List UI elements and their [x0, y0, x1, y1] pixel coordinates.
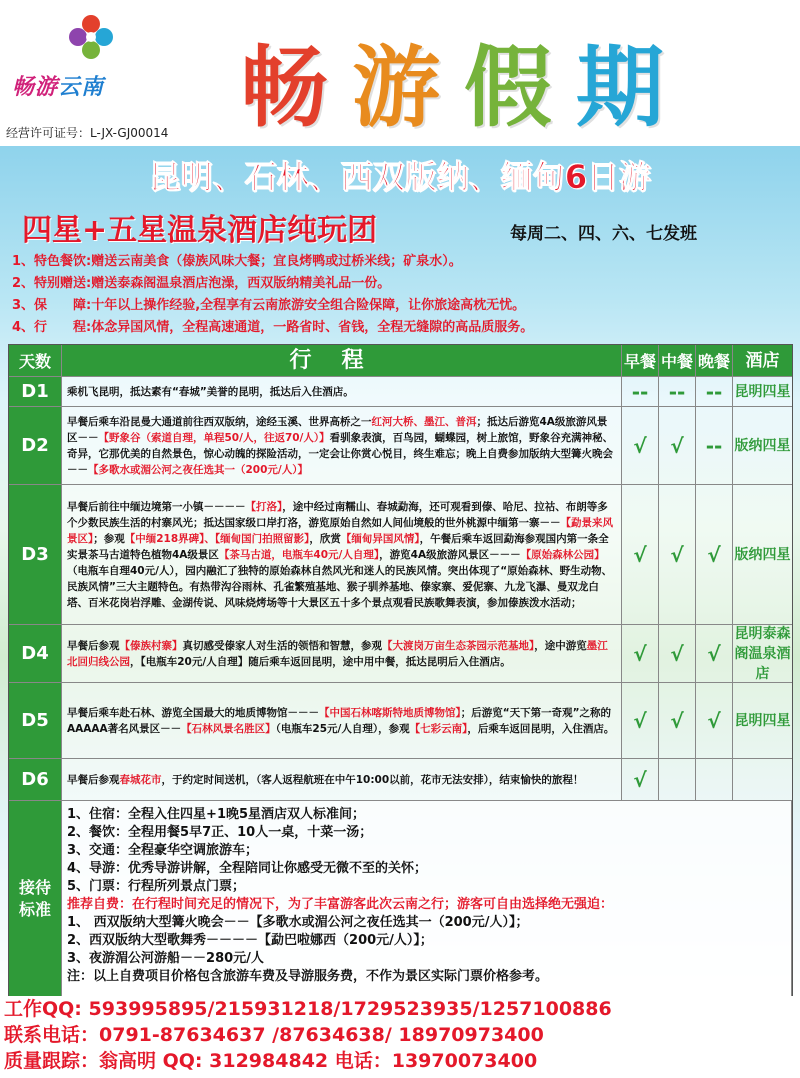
lunch-mark: [659, 759, 696, 800]
itinerary-row: [9, 759, 792, 801]
highlight-text: 【七彩云南】: [409, 722, 468, 735]
service-standard-item: 4、导游：优秀导游讲解，全程陪同让你感受无微不至的关怀；: [67, 861, 428, 876]
service-standard-item: 1、 西双版纳大型篝火晚会－－【多歌水或湄公河之夜任选其一（200元/人）】；: [67, 915, 529, 930]
day-label: D2: [9, 407, 62, 484]
highlight-text: 【多歌水或湄公河之夜任选其一（200元/人）】: [88, 463, 309, 476]
service-standard-item: 注：以上自费项目价格包含旅游车费及导游服务费，不作为景区实际门票价格参考。: [67, 969, 549, 984]
day-label: D1: [9, 377, 62, 406]
quality-label: 质量跟踪：: [4, 1050, 100, 1072]
description-text: [67, 772, 583, 788]
contact-phone: [4, 1022, 800, 1048]
brand-suffix: 云南: [58, 75, 105, 100]
phone-value: 0791-87634637 /87634638/ 18970973400: [99, 1024, 544, 1046]
description-segment: ，途中经过南糯山、春城勐海，还可观看到傣、哈尼、拉祜、布朗等多个少数民族生活的村寨风光；抵达国家级口岸打洛，游览原始自然如人间仙境般的世外桃源中缅第一寨－－: [67, 500, 608, 529]
itinerary-description: [62, 407, 622, 484]
description-segment: 真切感受傣家人对生活的领悟和智慧，参观: [182, 639, 382, 652]
highlight-text: 【野象谷（索道自理，单程50/人，往返70/人）】: [98, 431, 330, 444]
description-text: [67, 384, 354, 400]
day-label: D4: [9, 625, 62, 682]
lunch-mark: √: [659, 407, 696, 484]
service-standard-item: 2、餐饮：全程用餐5早7正、10人一桌，十菜一汤；: [67, 825, 373, 840]
service-standards-row: [9, 801, 792, 997]
description-segment: ，【电瓶车20元/人自理】随后乘车返回昆明，途中用中餐，抵达昆明后入住酒店。: [130, 655, 511, 668]
contact-footer: [0, 996, 800, 1078]
itinerary-row: [9, 683, 792, 759]
license-number: 经营许可证号：L-JX-GJ00014: [6, 126, 169, 140]
hotel-name: [733, 759, 792, 800]
brand-prefix: 畅游: [12, 75, 59, 100]
service-standard-item: 3、交通：全程豪华空调旅游车；: [67, 843, 259, 858]
title-char-2: 游: [352, 35, 443, 139]
description-segment: ；参观: [93, 532, 125, 545]
breakfast-mark: √: [622, 759, 659, 800]
service-standard-item: 推荐自费：在行程时间充足的情况下，为了丰富游客此次云南之行；游客可自由选择绝无强迫：: [67, 897, 614, 912]
service-standards-label: 接待标准: [9, 801, 62, 997]
title-char-4: 期: [576, 35, 667, 139]
brand-logo: [8, 8, 178, 108]
title-char-3: 假: [464, 35, 555, 139]
description-segment: （电瓶车自理40元/人），园内融汇了独特的原始森林自然风光和迷人的民族风情。突出体现了“原始森林、野生动物、民族风情”三大主题特色。有热带沟谷雨林、孔雀繁殖基地、猴子驯养基地、傣家寨、爱伲寨、九龙飞瀑、曼双龙白塔、百米花岗岩浮雕、金湖传说、风味烧烤场等十大景区五十多个景点观看民族歌舞表演，参加傣族泼水活动；: [67, 564, 613, 609]
table-header-row: [9, 345, 792, 377]
highlight-text: 【打洛】: [245, 500, 283, 513]
description-text: [67, 705, 616, 737]
title-char-1: 畅: [240, 35, 331, 139]
breakfast-mark: √: [622, 683, 659, 758]
description-text: [67, 638, 616, 670]
highlight-text: 【勐景来风景区】: [67, 516, 613, 545]
phone-label: 联系电话：: [4, 1024, 100, 1046]
work-qq: [4, 996, 800, 1022]
hotel-name: 版纳四星: [733, 407, 792, 484]
itinerary-row: [9, 485, 792, 625]
description-segment: （电瓶车25元/人自理），参观: [275, 722, 410, 735]
itinerary-row: [9, 407, 792, 485]
description-segment: ，后乘车返回昆明，入住酒店。: [467, 722, 615, 735]
description-segment: 早餐后参观: [67, 773, 120, 786]
breakfast-mark: √: [622, 625, 659, 682]
description-segment: ，欣赏: [309, 532, 341, 545]
itinerary-row: [9, 625, 792, 683]
itinerary-description: [62, 377, 622, 406]
feature-item: 1、特色餐饮:赠送云南美食（傣族风味大餐；宜良烤鸭或过桥米线；矿泉水）。: [12, 254, 462, 269]
service-standards-content: [62, 801, 792, 997]
dinner-mark: --: [696, 407, 733, 484]
description-text: [67, 414, 616, 478]
hotel-name: 昆明四星: [733, 377, 792, 406]
highlight-text: 【石林风景名胜区】: [181, 722, 276, 735]
breakfast-mark: √: [622, 407, 659, 484]
highlight-text: 【中缅218界碑】、【缅甸国门拍照留影】: [124, 532, 310, 545]
description-segment: 乘机飞昆明，抵达素有“春城”美誉的昆明，抵达后入住酒店。: [67, 385, 354, 398]
description-segment: ，途中游览: [534, 639, 587, 652]
description-segment: ，游览4A级旅游风景区－－－: [379, 548, 521, 561]
description-segment: ，午餐后乘车返回勐海参观国内第一条全实景茶马古道特色植物4A级景区: [67, 532, 609, 561]
lunch-mark: --: [659, 377, 696, 406]
highlight-text: 【大渡岗万亩生态茶园示范基地】: [382, 639, 535, 652]
hotel-name: 版纳四星: [733, 485, 792, 624]
lunch-mark: √: [659, 683, 696, 758]
header-dinner: 晚餐: [696, 345, 733, 376]
qq-label: 工作QQ:: [4, 998, 82, 1020]
highlight-text: 墨江北回归线公园: [67, 639, 608, 668]
description-segment: 早餐后乘车沿昆曼大通道前往西双版纳，途经玉溪、世界高桥之一: [67, 415, 372, 428]
dinner-mark: √: [696, 683, 733, 758]
day-label: D3: [9, 485, 62, 624]
itinerary-description: [62, 485, 622, 624]
service-standard-item: 5、门票：行程所列景点门票；: [67, 879, 246, 894]
main-title: [240, 18, 666, 144]
header-itinerary: 行程: [62, 345, 622, 376]
highlight-text: 春城花市: [119, 773, 162, 786]
highlight-text: 【原始森林公园】: [520, 548, 605, 561]
hotel-name: 昆明泰森阁温泉酒店: [734, 625, 791, 682]
breakfast-mark: √: [622, 485, 659, 624]
departure-schedule: 每周二、四、六、七发班: [510, 224, 697, 244]
day-label: D5: [9, 683, 62, 758]
highlight-text: 【傣族村寨】: [119, 639, 183, 652]
description-segment: 早餐后前往中缅边境第一小镇－－－－: [67, 500, 246, 513]
quality-tracking: [4, 1048, 800, 1074]
itinerary-row: [9, 377, 792, 407]
service-standard-item: 2、西双版纳大型歌舞秀－－－－【勐巴啦娜西（200元/人）】；: [67, 933, 433, 948]
feature-item: 4、行 程:体念异国风情，全程高速通道，一路省时、省钱，全程无缝隙的高品质服务。: [12, 320, 534, 335]
description-segment: ；抵达后游览4A级旅游风景区－－: [67, 415, 608, 444]
description-segment: 早餐后乘车赴石林、游览全国最大的地质博物馆－－－: [67, 706, 319, 719]
dinner-mark: [696, 759, 733, 800]
tour-subtitle: 四星+五星温泉酒店纯玩团: [22, 213, 378, 248]
features-list: [12, 251, 797, 339]
pinwheel-flower-icon: [66, 12, 116, 62]
dinner-mark: √: [696, 625, 733, 682]
highlight-text: 【缅甸异国风情】: [340, 532, 420, 545]
service-standard-item: 3、夜游湄公河游船－－280元/人: [67, 951, 264, 966]
header: [0, 0, 800, 148]
day-label: D6: [9, 759, 62, 800]
header-hotel: 酒店: [733, 345, 792, 376]
itinerary-description: [62, 759, 622, 800]
brand-name: [12, 70, 104, 101]
feature-item: 2、特别赠送:赠送泰森阁温泉酒店泡澡，西双版纳精美礼品一份。: [12, 276, 391, 291]
lunch-mark: √: [659, 485, 696, 624]
dinner-mark: √: [696, 485, 733, 624]
itinerary-description: [62, 683, 622, 758]
highlight-text: 红河大桥、墨江、普洱: [371, 415, 477, 428]
feature-item: 3、保 障:十年以上操作经验,全程享有云南旅游安全组合险保障，让你旅途高枕无忧。: [12, 298, 526, 313]
description-segment: ，于约定时间送机，（客人返程航班在中午10:00以前，花市无法安排），结束愉快的旅程！: [161, 773, 584, 786]
description-segment: 看驯象表演，百鸟园，蝴蝶园，树上旅馆，野象谷充满神秘、奇异，它那优美的自然景色，惊心动魄的探险活动，一定会让你赏心悦目，终生难忘；晚上自费参加版纳大型篝火晚会－－: [67, 431, 614, 476]
dinner-mark: --: [696, 377, 733, 406]
header-lunch: 中餐: [659, 345, 696, 376]
header-breakfast: 早餐: [622, 345, 659, 376]
route-title: 昆明、石林、西双版纳、缅甸6日游: [148, 158, 652, 196]
itinerary-description: [62, 625, 622, 682]
breakfast-mark: --: [622, 377, 659, 406]
description-segment: ；后游览“天下第一奇观”之称的AAAAA著名风景区－－: [67, 706, 612, 735]
service-standard-item: 1、住宿：全程入住四星+1晚5星酒店双人标准间；: [67, 807, 366, 822]
itinerary-table: [8, 344, 793, 998]
description-text: [67, 499, 616, 611]
header-day: 天数: [9, 345, 62, 376]
hotel-name: 昆明四星: [733, 683, 792, 758]
highlight-text: 【茶马古道，电瓶车40元/人自理】: [218, 548, 380, 561]
lunch-mark: √: [659, 625, 696, 682]
qq-value: 593995895/215931218/1729523935/1257100886: [88, 998, 612, 1020]
description-segment: 早餐后参观: [67, 639, 120, 652]
quality-value: 翁高明 QQ: 312984842 电话：13970073400: [99, 1050, 538, 1072]
highlight-text: 【中国石林喀斯特地质博物馆】: [319, 706, 461, 719]
